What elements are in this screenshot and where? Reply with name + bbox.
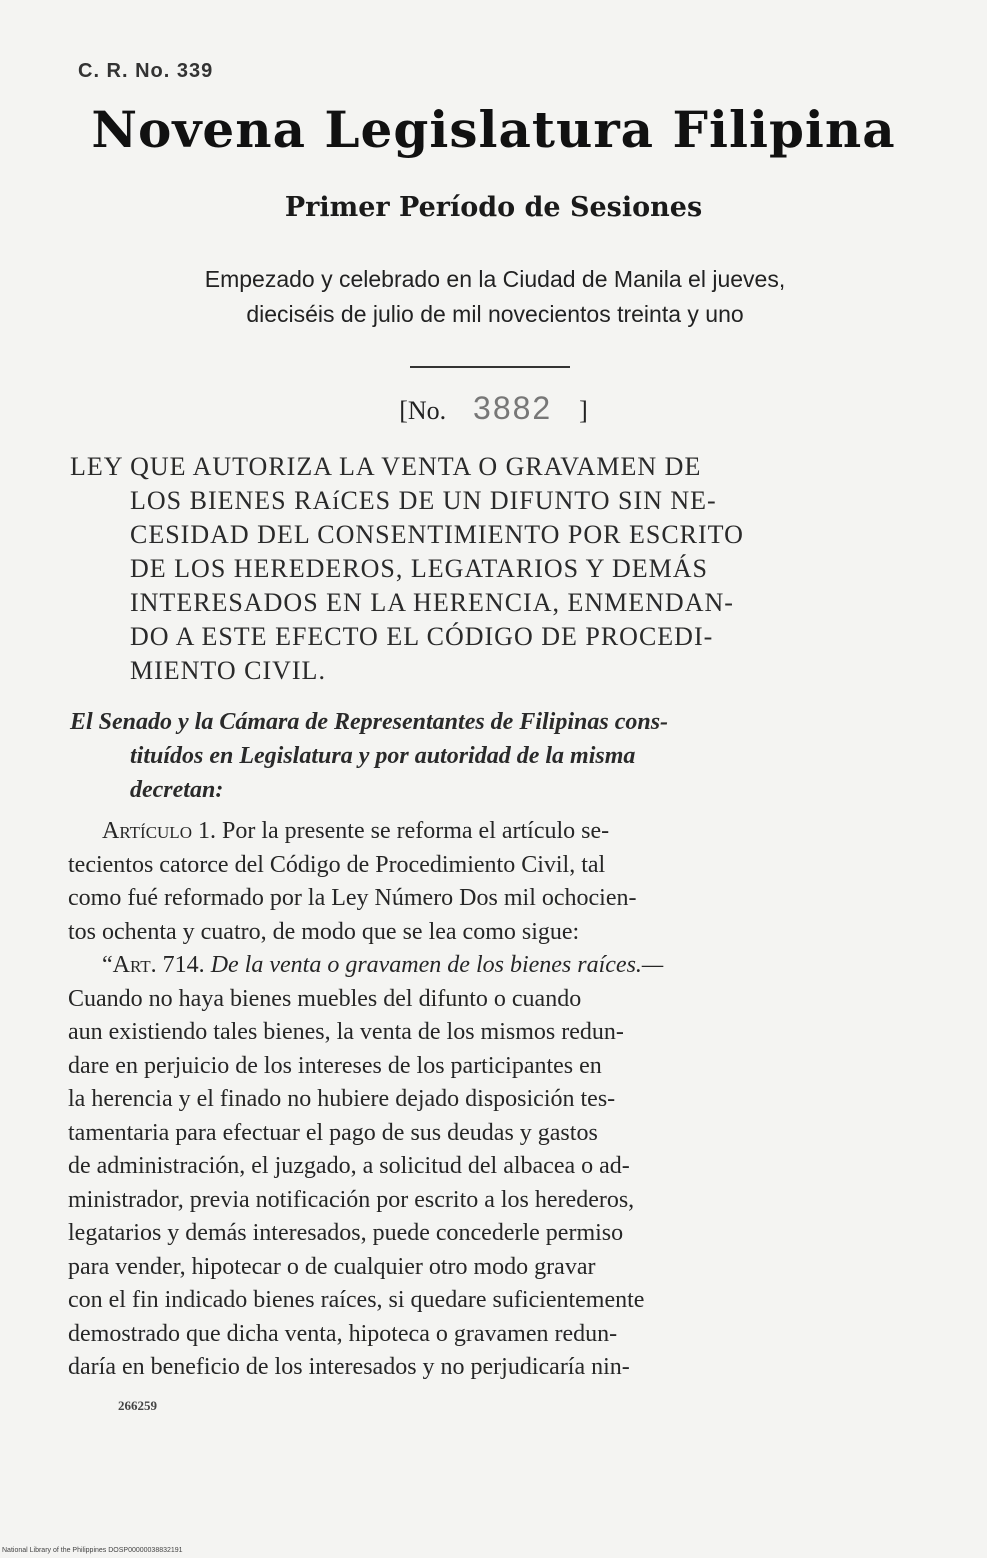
caption-line: INTERESADOS EN LA HERENCIA, ENMENDAN- bbox=[130, 588, 734, 617]
divider bbox=[410, 366, 570, 368]
body-line: para vender, hipotecar o de cualquier otro modo gravar bbox=[68, 1253, 596, 1280]
body-line: Cuando no haya bienes muebles del difunto o cuando bbox=[68, 985, 582, 1012]
article-714-heading-line bbox=[68, 949, 893, 983]
body-line: ministrador, previa notificación por escrito a los herederos, bbox=[68, 1186, 635, 1213]
enacting-line: El Senado y la Cámara de Representantes de Filipinas cons- bbox=[70, 709, 669, 735]
session-intro bbox=[80, 262, 910, 332]
article-1-text: Por la presente se reforma el artículo se- bbox=[221, 818, 610, 844]
body-line: de administración, el juzgado, a solicitud del albacea o ad- bbox=[68, 1153, 630, 1179]
session-subtitle: Primer Período de Sesiones bbox=[284, 192, 703, 223]
body-line: legatarios y demás interesados, puede concederle permiso bbox=[68, 1220, 624, 1246]
caption-line: MIENTO CIVIL. bbox=[130, 656, 326, 685]
article-1-label: Artículo 1. bbox=[102, 818, 216, 844]
body-line: aun existiendo tales bienes, la venta de los mismos redun- bbox=[68, 1019, 624, 1045]
caption-line: LEY QUE AUTORIZA LA VENTA O GRAVAMEN DE bbox=[70, 452, 702, 481]
legislature-title: Novena Legislatura Filipina bbox=[91, 100, 896, 159]
act-caption bbox=[70, 450, 895, 688]
act-number-prefix: [No. bbox=[399, 396, 447, 425]
body-line: dare en perjuicio de los intereses de los participantes en bbox=[68, 1052, 602, 1079]
body-line: tecientos catorce del Código de Procedimiento Civil, tal bbox=[68, 851, 606, 878]
body-line: tos ochenta y cuatro, de modo que se lea como sigue: bbox=[68, 918, 580, 945]
enacting-clause bbox=[70, 705, 895, 807]
act-number bbox=[0, 390, 987, 427]
body-line: daría en beneficio de los interesados y no perjudicaría nin- bbox=[68, 1354, 630, 1380]
caption-line: LOS BIENES RAíCES DE UN DIFUNTO SIN NE- bbox=[130, 486, 717, 515]
body-line: demostrado que dicha venta, hipoteca o gravamen redun- bbox=[68, 1320, 618, 1347]
article-714-heading: De la venta o gravamen de los bienes raíces.— bbox=[210, 952, 664, 978]
intro-line-1: Empezado y celebrado en la Ciudad de Manila el jueves, bbox=[204, 266, 786, 292]
act-number-value: 3882 bbox=[473, 390, 553, 426]
body-line: con el fin indicado bienes raíces, si quedare suficientemente bbox=[68, 1287, 645, 1313]
act-body bbox=[68, 815, 893, 1385]
caption-line: DO A ESTE EFECTO EL CÓDIGO DE PROCEDI- bbox=[130, 622, 714, 651]
archive-credit: National Library of the Philippines DOSP00000038832191 bbox=[2, 1547, 183, 1554]
enacting-line: decretan: bbox=[130, 777, 224, 803]
intro-line-2: dieciséis de julio de mil novecientos treinta y uno bbox=[246, 301, 744, 327]
caption-line: DE LOS HEREDEROS, LEGATARIOS Y DEMÁS bbox=[130, 554, 709, 583]
article-714-label: “Art. 714. bbox=[102, 952, 205, 978]
caption-line: CESIDAD DEL CONSENTIMIENTO POR ESCRITO bbox=[130, 520, 744, 549]
body-line: la herencia y el finado no hubiere dejado disposición tes- bbox=[68, 1086, 616, 1112]
body-line: como fué reformado por la Ley Número Dos mil ochocien- bbox=[68, 885, 637, 911]
print-code: 266259 bbox=[118, 1398, 157, 1413]
enacting-line: tituídos en Legislatura y por autoridad de la misma bbox=[130, 743, 636, 769]
cr-number: C. R. No. 339 bbox=[78, 60, 214, 82]
act-number-suffix: ] bbox=[579, 396, 588, 425]
body-line: tamentaria para efectuar el pago de sus deudas y gastos bbox=[68, 1119, 598, 1146]
article-1-first-line bbox=[68, 815, 893, 849]
